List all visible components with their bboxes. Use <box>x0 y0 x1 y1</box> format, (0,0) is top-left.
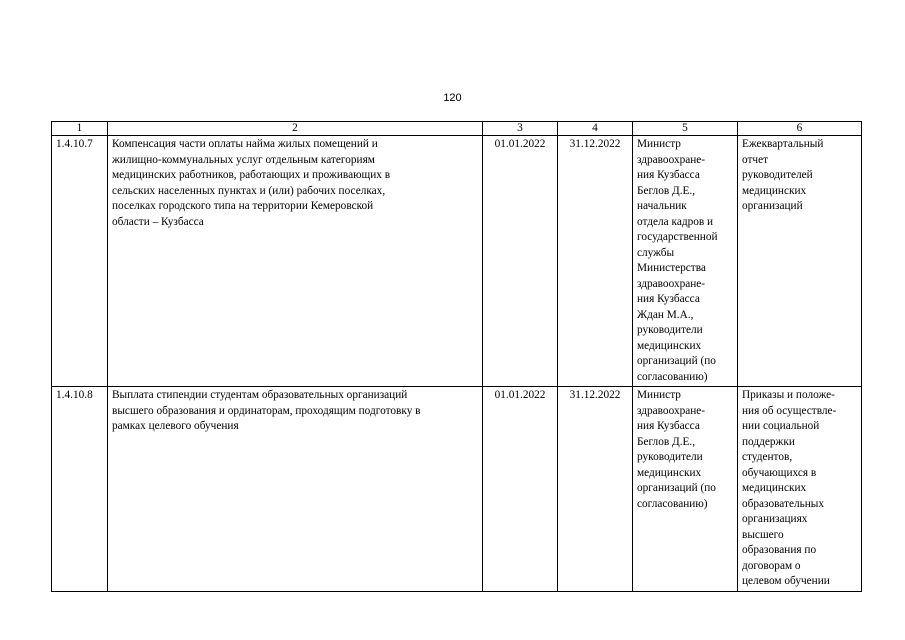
end-date <box>558 136 633 387</box>
start-date-text: 01.01.2022 <box>494 138 546 150</box>
row-number <box>52 387 108 592</box>
measure-name <box>108 387 483 592</box>
result <box>738 387 862 592</box>
responsible <box>633 136 738 387</box>
measure-name <box>108 136 483 387</box>
header-cell-1: 1 <box>52 122 108 136</box>
responsible-text: Министр здравоохране- ния Кузбасса Беглов Д.Е., начальник отдела кадров и государственной службы Министерства здравоохране- ния Кузбасса Ждан М.А., руководители медицинских организаций (по согласованию) <box>637 138 718 383</box>
table-row <box>52 387 862 592</box>
result-text: Приказы и положе- ния об осуществле- нии социальной поддержки студентов, обучающихся в медицинских образовательных организациях высшего образования по договорам о целевом обучении <box>742 389 837 587</box>
end-date-text: 31.12.2022 <box>569 138 621 150</box>
row-number-text: 1.4.10.7 <box>56 138 93 150</box>
header-cell-6: 6 <box>738 122 862 136</box>
measure-name-text: Выплата стипендии студентам образовательных организаций высшего образования и ординаторам, проходящим подготовку в рамках целевого обучения <box>112 389 421 432</box>
measure-name-text: Компенсация части оплаты найма жилых помещений и жилищно-коммунальных услуг отдельным категориям медицинских работников, работающих и проживающих в сельских населенных пунктах и (или) рабочих поселках, поселках городского типа на территории Кемеровской области – Кузбасса <box>112 138 391 228</box>
end-date-text: 31.12.2022 <box>569 389 621 401</box>
start-date <box>483 387 558 592</box>
header-cell-4: 4 <box>558 122 633 136</box>
result-text: Ежеквартальный отчет руководителей медицинских организаций <box>742 138 824 212</box>
row-number <box>52 136 108 387</box>
header-cell-2: 2 <box>108 122 483 136</box>
end-date <box>558 387 633 592</box>
table-header-row <box>52 122 862 136</box>
row-number-text: 1.4.10.8 <box>56 389 93 401</box>
header-cell-3: 3 <box>483 122 558 136</box>
table-row <box>52 136 862 387</box>
page-number: 120 <box>443 92 462 104</box>
start-date <box>483 136 558 387</box>
header-cell-5: 5 <box>633 122 738 136</box>
measures-table <box>51 121 862 592</box>
responsible-text: Министр здравоохране- ния Кузбасса Беглов Д.Е., руководители медицинских организаций (по согласованию) <box>637 389 716 510</box>
result <box>738 136 862 387</box>
responsible <box>633 387 738 592</box>
start-date-text: 01.01.2022 <box>494 389 546 401</box>
